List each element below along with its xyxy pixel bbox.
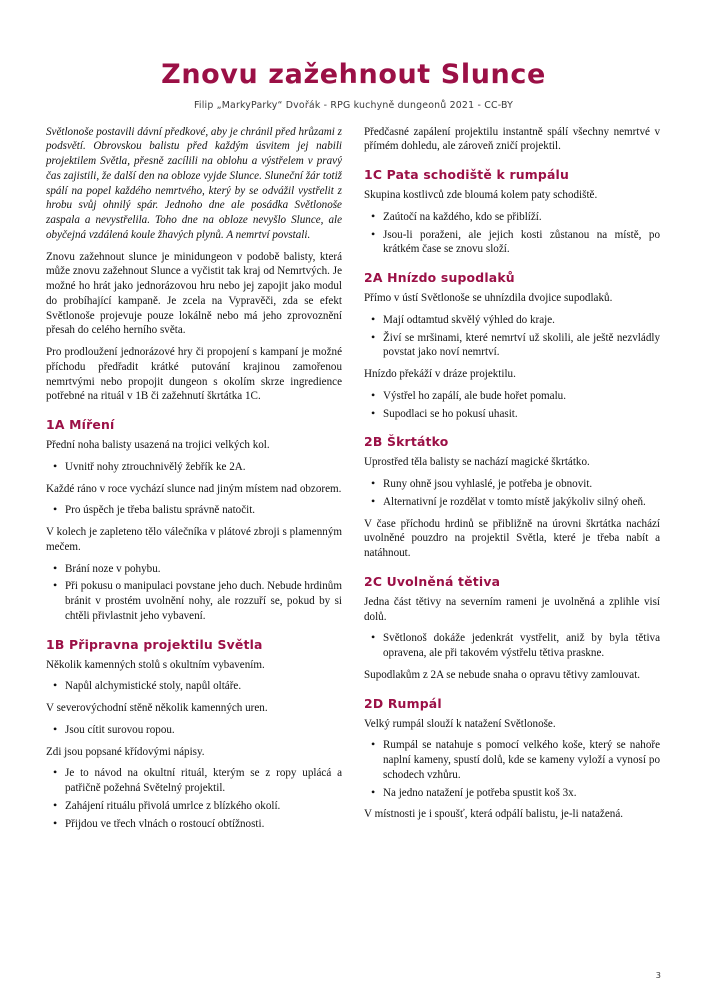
bullet-list (46, 562, 342, 624)
bullet-list (364, 389, 660, 422)
bullet-list (46, 679, 342, 694)
list-item: • Brání noze v pohybu. (65, 562, 342, 577)
body-paragraph: Jedna část tětivy na severním rameni je uvolněná a zplihle visí dolů. (364, 595, 660, 623)
bullet-list (46, 503, 342, 518)
body-paragraph: Skupina kostlivců zde bloumá kolem paty schodiště. (364, 189, 598, 202)
body-paragraph: Několik kamenných stolů s okultním vybavením. (46, 658, 265, 671)
body-paragraph: Přední noha balisty usazená na trojici velkých kol. (46, 439, 270, 452)
list-item: • Přijdou ve třech vlnách o rostoucí obtížnosti. (65, 817, 342, 832)
byline: Filip „MarkyParky“ Dvořák - RPG kuchyně dungeonů 2021 - CC-BY (194, 99, 513, 111)
list-item: • Uvnitř nohy ztrouchnivělý žebřík ke 2A. (65, 460, 342, 475)
body-paragraph: V čase příchodu hrdinů se přibližně na úrovni škrtátka nachází uvolněné pouzdro na projektil Světla, které je třeba nabít a natáhnout. (364, 517, 660, 560)
section-heading: 2D Rumpál (364, 695, 442, 711)
section-heading: 1A Míření (46, 417, 115, 433)
left-column (46, 125, 342, 839)
bullet-list (46, 766, 342, 831)
body-paragraph: Předčasné zapálení projektilu instantně spálí všechny nemrtvé v přímém dohledu, ale zároveň zničí projektil. (364, 125, 660, 153)
body-paragraph: Znovu zažehnout slunce je minidungeon v podobě balisty, která může znovu zažehnout Slunce a vyčistit tak kraj od Nemrtvých. Je možné ho hrát jako jednorázovou hru nebo jej zapojit jako modul do probíhající kampaně. Je zcela na Vypravěči, zda se efekt Světlonoše projevuje pouze lokálně nebo má jeho zprovoznění přesah do celého herního světa. (46, 250, 342, 337)
list-item: • Při pokusu o manipulaci povstane jeho duch. Nebude hrdinům bránit v prostém uvolnění nohy, ale rozzuří se, pokud by si chtěli přivlastnit jeho vybavení. (65, 579, 342, 623)
bullet-list (364, 477, 660, 510)
bullet-list (364, 313, 660, 360)
section-heading: 2B Škrtátko (364, 434, 449, 450)
list-item: • Jsou-li poraženi, ale jejich kosti zůstanou na místě, po krátkém čase se znovu složí. (383, 228, 660, 258)
body-paragraph: Velký rumpál slouží k natažení Světlonoše. (364, 717, 556, 730)
body-paragraph: V místnosti je i spoušť, která odpálí balistu, je-li natažená. (364, 808, 624, 821)
list-item: • Výstřel ho zapálí, ale bude hořet pomalu. (383, 389, 660, 404)
body-paragraph: V severovýchodní stěně několik kamenných uren. (46, 702, 268, 715)
list-item: • Pro úspěch je třeba balistu správně natočit. (65, 503, 342, 518)
body-paragraph: Každé ráno v roce vychází slunce nad jiným místem nad obzorem. (46, 482, 342, 495)
section-heading: 1B Připravna projektilu Světla (46, 636, 263, 652)
page-number: 3 (655, 970, 661, 980)
list-item: • Zaútočí na každého, kdo se přiblíží. (383, 210, 660, 225)
list-item: • Světlonoš dokáže jedenkrát vystřelit, aniž by byla tětiva opravena, ale při takovém výstřelu tětiva praskne. (383, 631, 660, 661)
intro-paragraph: Světlonoše postavili dávní předkové, aby je chránil před hrůzami z podsvětí. Obrovskou balistu před každým úsvitem jej nabili projektilem Světla, přesně zacílili na oblohu a výstřelem v pravý čas zajistili, že další den na obloze vyjde Slunce. Sluneční žár totiž spálí na popel každého nemrtvého, který by se odvážil vystřelit z hrobu svůj ohnilý spár. Jednoho dne ale posádka Světlonoše zaspala a nevystřelila. Toho dne na obloze nevyšlo Slunce, ale obyčejná vzdálená koule žhavých plynů. A nemrtví povstali. (46, 125, 342, 241)
list-item: • Zahájení rituálu přivolá umrlce z blízkého okolí. (65, 799, 342, 814)
body-paragraph: V kolech je zapleteno tělo válečníka v plátové zbroji s plamenným mečem. (46, 526, 342, 553)
body-paragraph: Pro prodloužení jednorázové hry či propojení s kampaní je možné příchodu předřadit krátké putování krajinou zamořenou nemrtvými nebo propojit dungeon s okolím skrze ingredience potřebné na rituál v 1B či zažehnutí škrtátka 1C. (46, 346, 342, 403)
body-paragraph: Přímo v ústí Světlonoše se uhnízdila dvojice supodlaků. (364, 292, 613, 305)
list-item: • Jsou cítit surovou ropou. (65, 723, 342, 738)
bullet-list (364, 738, 660, 800)
list-item: • Na jedno natažení je potřeba spustit koš 3x. (383, 786, 660, 801)
bullet-list (46, 460, 342, 475)
right-column (364, 125, 660, 830)
section-heading: 1C Pata schodiště k rumpálu (364, 167, 570, 183)
list-item: • Mají odtamtud skvělý výhled do kraje. (383, 313, 660, 328)
list-item: • Alternativní je rozdělat v tomto místě jakýkoliv silný oheň. (383, 495, 660, 510)
bullet-list (364, 210, 660, 257)
section-heading: 2A Hnízdo supodlaků (364, 270, 515, 286)
list-item: • Živí se mršinami, které nemrtví už skolili, ale ještě nezvládly povstat jako noví nemrtví. (383, 331, 660, 361)
section-heading: 2C Uvolněná tětiva (364, 573, 501, 589)
body-paragraph: Hnízdo překáží v dráze projektilu. (364, 368, 516, 381)
list-item: • Napůl alchymistické stoly, napůl oltáře. (65, 679, 342, 694)
bullet-list (46, 723, 342, 738)
list-item: • Supodlaci se ho pokusí uhasit. (383, 407, 660, 422)
body-paragraph: Zdi jsou popsané křídovými nápisy. (46, 745, 205, 758)
two-column-body (46, 125, 661, 839)
list-item: • Runy ohně jsou vyhlaslé, je potřeba je obnovit. (383, 477, 660, 492)
body-paragraph: Uprostřed těla balisty se nachází magické škrtátko. (364, 456, 590, 469)
body-paragraph: Supodlakům z 2A se nebude snaha o opravu tětivy zamlouvat. (364, 668, 641, 681)
page-title: Znovu zažehnout Slunce (161, 59, 546, 90)
list-item: • Je to návod na okultní rituál, kterým se z ropy uplácá a patřičně požehná Světelný projektil. (65, 766, 342, 796)
list-item: • Rumpál se natahuje s pomocí velkého koše, který se nahoře naplní kameny, spustí dolů, kde se kameny vyloží a vynosí po schodech vzhůru. (383, 738, 660, 782)
bullet-list (364, 631, 660, 661)
